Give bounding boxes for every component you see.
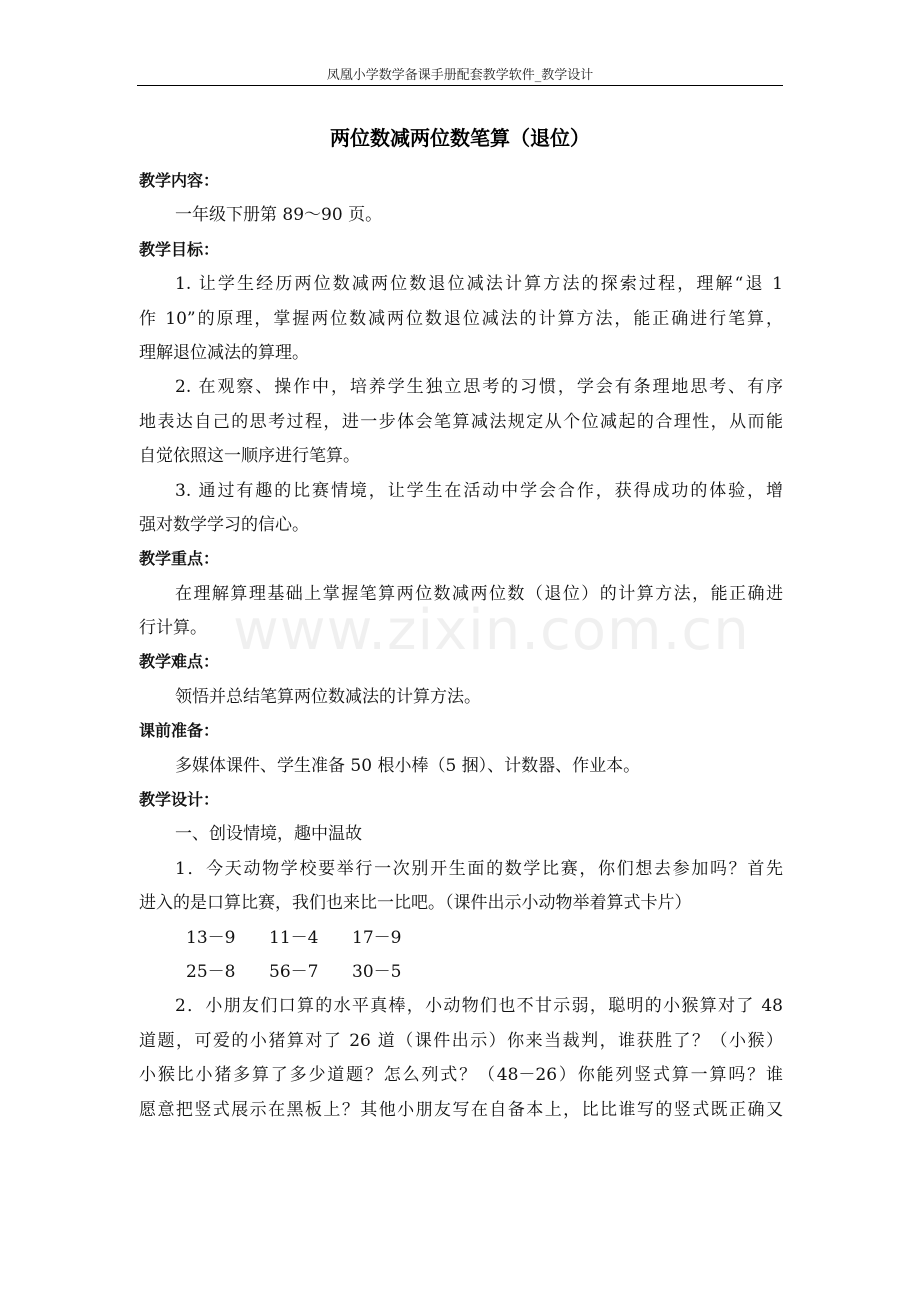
equation-row (139, 955, 783, 989)
document-title: 两位数减两位数笔算（退位） (330, 126, 590, 150)
step-1-line: 进入的是口算比赛，我们也来比一比吧。（课件出示小动物举着算式卡片） (139, 893, 692, 914)
content-text: 一年级下册第 89～90 页。 (175, 205, 383, 226)
difficulty-text: 领悟并总结笔算两位数减法的计算方法。 (175, 686, 481, 707)
goal-1-line: 作 10”的原理，掌握两位数减两位数退位减法的计算方法，能正确进行笔算， (139, 308, 783, 329)
document-body (139, 164, 783, 1127)
equation: 13－9 (186, 927, 236, 948)
watermark: www.zixin.com.cn (233, 598, 750, 663)
step-2-line: 2．小朋友们口算的水平真棒，小动物们也不甘示弱，聪明的小猴算对了 48 (175, 996, 783, 1017)
step-2-line: 小猴比小猪多算了多少道题？怎么列式？（48－26）你能列竖式算一算吗？谁 (139, 1065, 783, 1086)
prep-text: 多媒体课件、学生准备 50 根小棒（5 捆）、计数器、作业本。 (175, 755, 641, 776)
step-1-line: 1．今天动物学校要举行一次别开生面的数学比赛，你们想去参加吗？首先 (175, 858, 783, 879)
step-2-line: 愿意把竖式展示在黑板上？其他小朋友写在自备本上，比比谁写的竖式既正确又 (139, 1099, 783, 1120)
section-heading-goals: 教学目标： (139, 239, 220, 259)
goal-3-line: 3. 通过有趣的比赛情境，让学生在活动中学会合作，获得成功的体验，增 (175, 480, 783, 501)
section-heading-design: 教学设计： (139, 790, 220, 810)
section-heading-key: 教学重点： (139, 549, 220, 569)
equation: 30－5 (352, 961, 402, 982)
step-2-line: 道题，可爱的小猪算对了 26 道（课件出示）你来当裁判，谁获胜了？（小猴） (139, 1030, 783, 1051)
section-heading-content: 教学内容： (139, 171, 220, 190)
goal-2-line: 自觉依照这一顺序进行笔算。 (139, 446, 360, 467)
goal-2-line: 2. 在观察、操作中，培养学生独立思考的习惯，学会有条理地思考、有序 (175, 377, 783, 398)
section-heading-difficulty: 教学难点： (139, 652, 220, 672)
page-header: 凤凰小学数学备课手册配套教学软件_教学设计 (326, 68, 594, 83)
equation: 25－8 (186, 961, 236, 982)
goal-2-line: 地表达自己的思考过程，进一步体会笔算减法规定从个位减起的合理性，从而能 (139, 411, 783, 432)
equation: 56－7 (269, 961, 319, 982)
key-text-line: 在理解算理基础上掌握笔算两位数减两位数（退位）的计算方法，能正确进 (175, 583, 783, 604)
goal-3-line: 强对数学学习的信心。 (139, 514, 309, 535)
goal-1-line: 1. 让学生经历两位数减两位数退位减法计算方法的探索过程，理解“退 1 (175, 274, 783, 295)
key-text-line: 行计算。 (139, 618, 207, 639)
equation-row (139, 921, 783, 955)
equation: 17－9 (352, 927, 402, 948)
part-1-title: 一、创设情境，趣中温故 (175, 824, 362, 845)
section-heading-prep: 课前准备： (139, 721, 220, 741)
equation: 11－4 (269, 927, 319, 948)
header-rule (137, 85, 783, 86)
goal-1-line: 理解退位减法的算理。 (139, 342, 309, 363)
